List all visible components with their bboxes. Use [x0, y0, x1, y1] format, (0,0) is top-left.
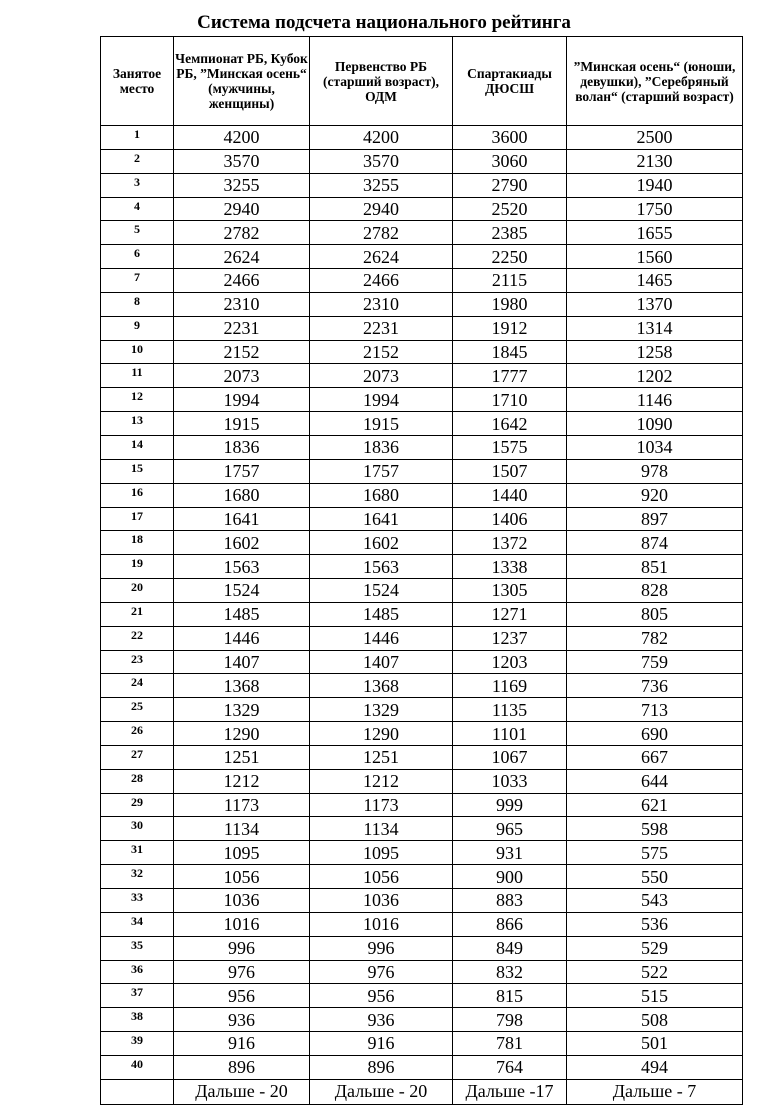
footer-cell: Дальше -17	[453, 1079, 567, 1104]
points-cell: 976	[310, 960, 453, 984]
points-cell: 575	[567, 841, 743, 865]
footer-cell: Дальше - 20	[310, 1079, 453, 1104]
points-cell: 920	[567, 483, 743, 507]
points-cell: 1212	[174, 769, 310, 793]
points-cell: 2231	[310, 316, 453, 340]
place-cell: 21	[101, 602, 174, 626]
footer-cell: Дальше - 20	[174, 1079, 310, 1104]
points-cell: 1642	[453, 412, 567, 436]
points-cell: 1258	[567, 340, 743, 364]
table-row	[101, 483, 743, 507]
place-cell: 33	[101, 889, 174, 913]
points-cell: 1368	[174, 674, 310, 698]
points-cell: 1560	[567, 245, 743, 269]
place-cell: 24	[101, 674, 174, 698]
points-cell: 4200	[310, 126, 453, 150]
points-cell: 1524	[310, 579, 453, 603]
table-row	[101, 221, 743, 245]
points-cell: 1368	[310, 674, 453, 698]
points-cell: 874	[567, 531, 743, 555]
header-junior-championship: Первенство РБ (старший возраст), ОДМ	[310, 37, 453, 126]
points-cell: 529	[567, 936, 743, 960]
points-cell: 1641	[174, 507, 310, 531]
points-cell: 798	[453, 1008, 567, 1032]
points-cell: 3600	[453, 126, 567, 150]
points-cell: 2152	[174, 340, 310, 364]
points-cell: 1836	[174, 435, 310, 459]
place-cell: 1	[101, 126, 174, 150]
points-cell: 1602	[174, 531, 310, 555]
points-cell: 2073	[174, 364, 310, 388]
table-row	[101, 1008, 743, 1032]
page-title: Система подсчета национального рейтинга	[197, 12, 571, 33]
points-cell: 2624	[310, 245, 453, 269]
points-cell: 1314	[567, 316, 743, 340]
table-row	[101, 459, 743, 483]
place-cell: 17	[101, 507, 174, 531]
place-cell: 22	[101, 626, 174, 650]
place-cell: 4	[101, 197, 174, 221]
place-cell: 8	[101, 292, 174, 316]
table-row	[101, 412, 743, 436]
points-cell: 1036	[310, 889, 453, 913]
points-cell: 1757	[174, 459, 310, 483]
points-cell: 3060	[453, 149, 567, 173]
table-row	[101, 960, 743, 984]
points-cell: 2782	[174, 221, 310, 245]
points-cell: 598	[567, 817, 743, 841]
table-row	[101, 531, 743, 555]
table-row	[101, 435, 743, 459]
points-cell: 1271	[453, 602, 567, 626]
points-cell: 501	[567, 1032, 743, 1056]
points-cell: 1034	[567, 435, 743, 459]
points-cell: 522	[567, 960, 743, 984]
points-cell: 764	[453, 1055, 567, 1079]
points-cell: 956	[174, 984, 310, 1008]
points-cell: 999	[453, 793, 567, 817]
points-cell: 1915	[174, 412, 310, 436]
points-cell: 1090	[567, 412, 743, 436]
points-cell: 1036	[174, 889, 310, 913]
header-row	[101, 37, 743, 126]
place-cell: 27	[101, 745, 174, 769]
points-cell: 1134	[310, 817, 453, 841]
points-cell: 2624	[174, 245, 310, 269]
place-cell: 40	[101, 1055, 174, 1079]
place-cell: 31	[101, 841, 174, 865]
points-cell: 1407	[310, 650, 453, 674]
header-youth-tournaments: ”Минская осень“ (юноши, девушки), ”Серебряный волан“ (старший возраст)	[567, 37, 743, 126]
table-row	[101, 889, 743, 913]
points-cell: 1836	[310, 435, 453, 459]
points-cell: 1446	[174, 626, 310, 650]
points-cell: 759	[567, 650, 743, 674]
place-cell: 15	[101, 459, 174, 483]
points-cell: 1202	[567, 364, 743, 388]
points-cell: 1994	[310, 388, 453, 412]
points-cell: 936	[310, 1008, 453, 1032]
points-cell: 897	[567, 507, 743, 531]
place-cell: 14	[101, 435, 174, 459]
points-cell: 2073	[310, 364, 453, 388]
points-cell: 1940	[567, 173, 743, 197]
points-cell: 1067	[453, 745, 567, 769]
points-cell: 1563	[174, 555, 310, 579]
points-cell: 1237	[453, 626, 567, 650]
points-cell: 1446	[310, 626, 453, 650]
points-cell: 2115	[453, 269, 567, 293]
points-cell: 828	[567, 579, 743, 603]
points-cell: 644	[567, 769, 743, 793]
points-cell: 4200	[174, 126, 310, 150]
points-cell: 1203	[453, 650, 567, 674]
points-cell: 2152	[310, 340, 453, 364]
points-cell: 1507	[453, 459, 567, 483]
place-cell: 28	[101, 769, 174, 793]
points-cell: 1056	[310, 865, 453, 889]
points-cell: 976	[174, 960, 310, 984]
points-cell: 782	[567, 626, 743, 650]
points-cell: 1680	[310, 483, 453, 507]
table-row	[101, 245, 743, 269]
place-cell: 2	[101, 149, 174, 173]
points-cell: 621	[567, 793, 743, 817]
place-cell: 19	[101, 555, 174, 579]
points-cell: 1370	[567, 292, 743, 316]
points-cell: 936	[174, 1008, 310, 1032]
table-row	[101, 269, 743, 293]
points-cell: 1980	[453, 292, 567, 316]
points-cell: 1641	[310, 507, 453, 531]
place-cell: 11	[101, 364, 174, 388]
points-cell: 1407	[174, 650, 310, 674]
place-cell: 7	[101, 269, 174, 293]
points-cell: 1146	[567, 388, 743, 412]
points-cell: 2790	[453, 173, 567, 197]
points-cell: 1329	[310, 698, 453, 722]
points-cell: 1056	[174, 865, 310, 889]
table-row	[101, 936, 743, 960]
points-cell: 1465	[567, 269, 743, 293]
table-row	[101, 388, 743, 412]
table-row	[101, 793, 743, 817]
points-cell: 1440	[453, 483, 567, 507]
points-cell: 2250	[453, 245, 567, 269]
table-row	[101, 602, 743, 626]
points-cell: 2310	[310, 292, 453, 316]
table-row	[101, 626, 743, 650]
points-cell: 1372	[453, 531, 567, 555]
points-cell: 1338	[453, 555, 567, 579]
points-cell: 3255	[310, 173, 453, 197]
points-cell: 916	[310, 1032, 453, 1056]
points-cell: 1915	[310, 412, 453, 436]
points-cell: 1710	[453, 388, 567, 412]
points-cell: 508	[567, 1008, 743, 1032]
points-cell: 2130	[567, 149, 743, 173]
points-cell: 1101	[453, 722, 567, 746]
table-row	[101, 364, 743, 388]
place-cell: 16	[101, 483, 174, 507]
points-cell: 690	[567, 722, 743, 746]
place-cell: 37	[101, 984, 174, 1008]
table-row	[101, 722, 743, 746]
place-cell: 20	[101, 579, 174, 603]
points-cell: 543	[567, 889, 743, 913]
points-cell: 1016	[310, 912, 453, 936]
points-cell: 1290	[174, 722, 310, 746]
table-row	[101, 841, 743, 865]
table-row	[101, 507, 743, 531]
points-cell: 550	[567, 865, 743, 889]
table-row	[101, 745, 743, 769]
header-spartakiad: Спартакиады ДЮСШ	[453, 37, 567, 126]
points-cell: 1602	[310, 531, 453, 555]
points-cell: 1095	[174, 841, 310, 865]
table-body	[101, 126, 743, 1080]
points-cell: 1406	[453, 507, 567, 531]
table-row	[101, 984, 743, 1008]
place-cell: 6	[101, 245, 174, 269]
points-cell: 1777	[453, 364, 567, 388]
table-row	[101, 674, 743, 698]
place-cell: 32	[101, 865, 174, 889]
table-row	[101, 149, 743, 173]
points-cell: 883	[453, 889, 567, 913]
points-cell: 1135	[453, 698, 567, 722]
points-cell: 781	[453, 1032, 567, 1056]
points-cell: 815	[453, 984, 567, 1008]
place-cell: 9	[101, 316, 174, 340]
table-row	[101, 340, 743, 364]
table-row	[101, 316, 743, 340]
points-cell: 2940	[174, 197, 310, 221]
table-row	[101, 1055, 743, 1079]
points-cell: 916	[174, 1032, 310, 1056]
table-row	[101, 769, 743, 793]
place-cell: 29	[101, 793, 174, 817]
place-cell: 10	[101, 340, 174, 364]
points-cell: 1095	[310, 841, 453, 865]
points-cell: 1173	[174, 793, 310, 817]
points-cell: 996	[310, 936, 453, 960]
points-cell: 1680	[174, 483, 310, 507]
points-cell: 1485	[310, 602, 453, 626]
points-cell: 1655	[567, 221, 743, 245]
points-cell: 2500	[567, 126, 743, 150]
table-row	[101, 650, 743, 674]
place-cell: 5	[101, 221, 174, 245]
points-cell: 494	[567, 1055, 743, 1079]
points-cell: 1912	[453, 316, 567, 340]
header-place: Занятое место	[101, 37, 174, 126]
points-cell: 2231	[174, 316, 310, 340]
points-cell: 931	[453, 841, 567, 865]
table-row	[101, 912, 743, 936]
points-cell: 2310	[174, 292, 310, 316]
points-cell: 1485	[174, 602, 310, 626]
points-cell: 1290	[310, 722, 453, 746]
points-cell: 1251	[310, 745, 453, 769]
place-cell: 26	[101, 722, 174, 746]
points-cell: 1134	[174, 817, 310, 841]
points-cell: 3255	[174, 173, 310, 197]
points-cell: 3570	[174, 149, 310, 173]
points-cell: 832	[453, 960, 567, 984]
place-cell: 25	[101, 698, 174, 722]
points-cell: 2520	[453, 197, 567, 221]
place-cell: 34	[101, 912, 174, 936]
table-row	[101, 197, 743, 221]
points-cell: 1575	[453, 435, 567, 459]
place-cell: 35	[101, 936, 174, 960]
points-cell: 1251	[174, 745, 310, 769]
points-cell: 736	[567, 674, 743, 698]
table-row	[101, 865, 743, 889]
place-cell: 39	[101, 1032, 174, 1056]
header-championship: Чемпионат РБ, Кубок РБ, ”Минская осень“ (мужчины, женщины)	[174, 37, 310, 126]
place-cell: 36	[101, 960, 174, 984]
points-cell: 2466	[310, 269, 453, 293]
points-cell: 965	[453, 817, 567, 841]
points-cell: 896	[310, 1055, 453, 1079]
points-cell: 2466	[174, 269, 310, 293]
points-cell: 866	[453, 912, 567, 936]
rating-table	[100, 36, 743, 1105]
table-row	[101, 1032, 743, 1056]
table-row	[101, 555, 743, 579]
place-cell: 30	[101, 817, 174, 841]
points-cell: 896	[174, 1055, 310, 1079]
points-cell: 851	[567, 555, 743, 579]
footer-cell: Дальше - 7	[567, 1079, 743, 1104]
place-cell: 18	[101, 531, 174, 555]
place-cell: 12	[101, 388, 174, 412]
points-cell: 2940	[310, 197, 453, 221]
table-row	[101, 126, 743, 150]
points-cell: 2385	[453, 221, 567, 245]
points-cell: 1033	[453, 769, 567, 793]
footer-cell-empty	[101, 1079, 174, 1104]
points-cell: 1212	[310, 769, 453, 793]
points-cell: 805	[567, 602, 743, 626]
points-cell: 515	[567, 984, 743, 1008]
points-cell: 1750	[567, 197, 743, 221]
points-cell: 1994	[174, 388, 310, 412]
footer-row	[101, 1079, 743, 1104]
points-cell: 978	[567, 459, 743, 483]
place-cell: 3	[101, 173, 174, 197]
place-cell: 23	[101, 650, 174, 674]
table-row	[101, 579, 743, 603]
points-cell: 1563	[310, 555, 453, 579]
points-cell: 1016	[174, 912, 310, 936]
table-row	[101, 173, 743, 197]
points-cell: 996	[174, 936, 310, 960]
place-cell: 38	[101, 1008, 174, 1032]
points-cell: 713	[567, 698, 743, 722]
place-cell: 13	[101, 412, 174, 436]
points-cell: 849	[453, 936, 567, 960]
points-cell: 536	[567, 912, 743, 936]
points-cell: 3570	[310, 149, 453, 173]
points-cell: 1845	[453, 340, 567, 364]
table-row	[101, 698, 743, 722]
points-cell: 956	[310, 984, 453, 1008]
points-cell: 2782	[310, 221, 453, 245]
points-cell: 1169	[453, 674, 567, 698]
points-cell: 1757	[310, 459, 453, 483]
table-row	[101, 292, 743, 316]
points-cell: 1524	[174, 579, 310, 603]
points-cell: 1329	[174, 698, 310, 722]
table-row	[101, 817, 743, 841]
points-cell: 900	[453, 865, 567, 889]
points-cell: 667	[567, 745, 743, 769]
points-cell: 1305	[453, 579, 567, 603]
points-cell: 1173	[310, 793, 453, 817]
